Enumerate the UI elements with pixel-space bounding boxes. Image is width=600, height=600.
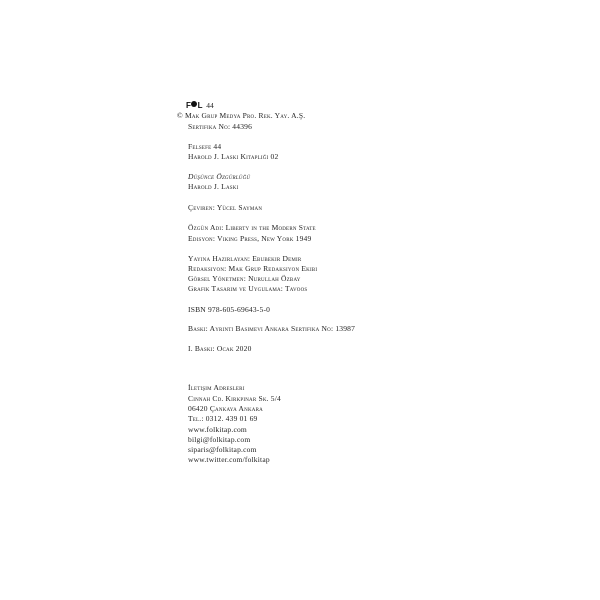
printing-info: Baskı: Ayrıntı Basımevi Ankara Sertifika No: 13987 [188, 324, 356, 333]
credit-editor: Yayına Hazırlayan: Ebubekir Demir [188, 254, 302, 263]
credit-visual-director: Görsel Yönetmen: Nurullah Özbay [188, 274, 301, 283]
publisher-certificate: Sertifika No: 44396 [188, 122, 253, 131]
logo-letter-left: F [186, 100, 191, 110]
contact-email-info: bilgi@folkitap.com [188, 435, 251, 444]
original-edition: Edisyon: Viking Press, New York 1949 [188, 234, 312, 243]
contact-heading: İletişim Adresleri [188, 383, 245, 392]
logo-circle-icon [191, 101, 197, 107]
contact-address-line1: Cinnah Cd. Kırkpınar Sk. 5/4 [188, 394, 281, 403]
first-edition: I. Baskı: Ocak 2020 [188, 344, 252, 353]
series-subtitle: Harold J. Laski Kitaplığı 02 [188, 152, 279, 161]
book-author: Harold J. Laski [188, 182, 239, 191]
publisher-logo [186, 101, 202, 110]
logo-letter-right: L [197, 100, 203, 110]
series-title: Felsefe 44 [188, 142, 222, 151]
contact-twitter: www.twitter.com/folkitap [188, 455, 270, 464]
contact-address-line2: 06420 Çankaya Ankara [188, 404, 263, 413]
original-title: Özgün Adı: Liberty in the Modern State [188, 223, 316, 232]
credit-graphic-design: Grafik Tasarım ve Uygulama: Tavoos [188, 284, 308, 293]
translator: Çeviren: Yücel Sayman [188, 203, 263, 212]
contact-website: www.folkitap.com [188, 425, 247, 434]
book-title: Düşünce Özgürlüğü [188, 172, 251, 181]
isbn: ISBN 978-605-69643-5-0 [188, 305, 271, 314]
series-number: 44 [206, 100, 214, 110]
publisher-logo-row [186, 99, 214, 111]
credit-redaction: Redaksiyon: Mak Grup Redaksiyon Ekibi [188, 264, 318, 273]
contact-phone: Tel.: 0312. 439 01 69 [188, 414, 258, 423]
contact-email-orders: siparis@folkitap.com [188, 445, 257, 454]
copyright-line: © Mak Grup Medya Pro. Rek. Yay. A.Ş. [177, 111, 306, 120]
